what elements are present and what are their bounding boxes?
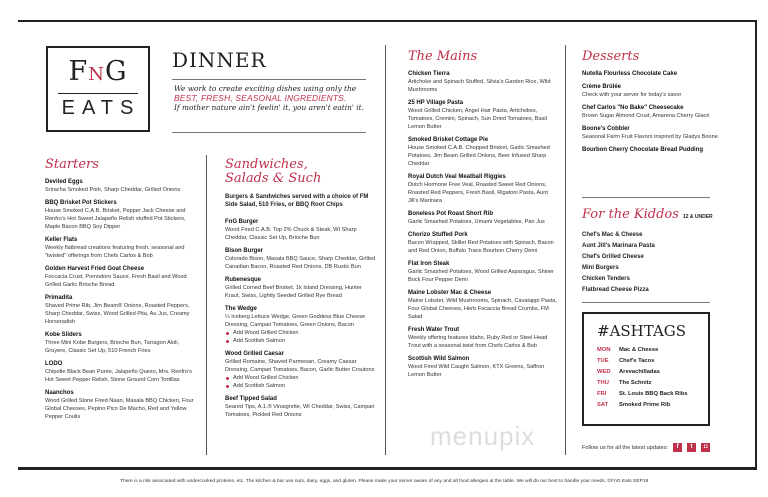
item-description: Colorado Bison, Masala BBQ Sauce, Sharp Cheddar, Grilled Canadian Bacon, Roasted Red Onions, DB Rustic Bun	[225, 256, 376, 270]
section-title: Desserts	[582, 49, 640, 64]
follow-us	[582, 443, 710, 452]
hashtag-row	[597, 345, 708, 356]
item-name: Bison Burger	[225, 248, 264, 254]
divider	[172, 79, 366, 80]
divider	[172, 132, 366, 133]
logo-eats: EATS	[61, 97, 141, 119]
starters-section	[45, 158, 197, 426]
hashtags-box	[582, 312, 710, 426]
menu-item	[225, 305, 377, 345]
kids-item: Flatbread Cheese Pizza	[582, 287, 649, 293]
section-title: Sandwiches,	[225, 157, 308, 172]
divider	[582, 302, 710, 303]
item-addon: Add Scottish Salmon	[225, 382, 377, 390]
menu-item	[225, 395, 377, 419]
item-name: Boneless Pot Roast Short Rib	[408, 211, 494, 217]
item-name: Keller Flats	[45, 237, 78, 243]
item-name: Primadita	[45, 295, 73, 301]
item-name: Flat Iron Steak	[408, 261, 450, 267]
item-description: House Smoked C.A.B. Brisket, Pepper Jack Cheese and Renfro's Hot Sweet Jalapeño Relish stuffed Pot Stickers, Maple Bacon BBQ Soy Dipper	[45, 208, 186, 230]
day-dish: Smoked Prime Rib	[619, 402, 671, 408]
menu-item	[45, 389, 197, 421]
menu-item	[408, 173, 558, 205]
age-note: 12 & UNDER	[682, 214, 713, 220]
column-divider	[385, 45, 386, 455]
menu-item	[408, 260, 558, 284]
hashtag-row	[597, 356, 708, 367]
item-description: Seared Tips, A.1.® Vinaigrette, WI Cheddar, Swiss, Campari Tomatoes, Pickled Red Onions	[225, 404, 375, 418]
item-name: Scottish Wild Salmon	[408, 356, 470, 362]
instagram-icon[interactable]: ◘	[701, 443, 710, 452]
item-name: Naanchos	[45, 390, 74, 396]
hashtags-title: #ASHTAGS	[597, 322, 687, 340]
menu-item	[225, 276, 377, 300]
item-description: ¼ Iceberg Lettuce Wedge, Green Goddess Blue Cheese Dressing, Campari Tomatoes, Green Onions, Bacon	[225, 314, 366, 328]
item-name: Bourbon Cherry Chocolate Bread Pudding	[582, 147, 704, 153]
menu-item	[408, 70, 558, 94]
item-description: Sriracha Smoked Pork, Sharp Cheddar, Grilled Onions	[45, 187, 181, 193]
item-description: Wood Fired C.A.B. Top 2% Chuck & Steak, WI Sharp Cheddar, Classic Set Up, Brioche Bun	[225, 227, 357, 241]
item-description: Wood Grilled Chicken, Angel Hair Pasta, Artichokes, Tomatoes, Cremini, Spinach, Sun Dried Tomatoes, Basil Lemon Butter	[408, 108, 547, 130]
item-name: 25 HP Village Pasta	[408, 100, 464, 106]
item-description: Wood Fired Wild Caught Salmon, KTX Greens, Saffron Lemon Butter	[408, 364, 545, 378]
hashtag-row	[597, 389, 708, 400]
day-label: MON	[597, 347, 611, 353]
item-description: House Smoked C.A.B. Chopped Brisket, Garlic Smashed Potatoes, Jim Beam Grilled Onions, Beer Infused Sharp Cheddar	[408, 145, 550, 167]
item-name: FnG Burger	[225, 219, 259, 225]
menu-item	[45, 236, 197, 260]
section-intro: Burgers & Sandwiches served with a choice of FM Side Salad, 510 Fries, or BBQ Root Chips	[225, 194, 369, 208]
section-title: Starters	[45, 157, 99, 172]
item-description: Garlic Smashed Potatoes, Umami Vegetables, Pan Jus	[408, 219, 545, 225]
day-dish: The Schnitz	[619, 380, 652, 386]
day-label: SAT	[597, 402, 609, 408]
item-name: Fresh Water Trout	[408, 327, 460, 333]
menu-item	[45, 360, 197, 384]
item-name: Smoked Brisket Cottage Pie	[408, 137, 489, 143]
section-title: For the Kiddos	[582, 207, 679, 222]
logo-letter: N	[88, 64, 105, 85]
day-dish: Mac & Cheese	[619, 347, 659, 353]
watermark: menupix	[430, 421, 536, 451]
day-label: WED	[597, 369, 611, 375]
tagline-line: If mother nature ain't feelin' it, you aren't eatin' it.	[174, 103, 364, 112]
item-name: LODO	[45, 361, 63, 367]
menu-item	[408, 136, 558, 168]
item-name: Wood Grilled Caesar	[225, 351, 284, 357]
item-name: The Wedge	[225, 306, 257, 312]
item-description: Wood Grilled Stone Fired Naan, Masala BBQ Chicken, Four Global Cheeses, Pepino Pico De Macho, Red and Yellow Pepper Coulis	[45, 398, 194, 420]
twitter-icon[interactable]: t	[687, 443, 696, 452]
item-name: BBQ Brisket Pot Stickers	[45, 200, 117, 206]
menu-item	[408, 231, 558, 255]
menu-item	[45, 265, 197, 289]
divider	[582, 197, 710, 198]
tagline-highlight: BEST, FRESH, SEASONAL INGREDIENTS.	[174, 92, 347, 103]
item-description: Maine Lobster, Wild Mushrooms, Spinach, Cavatappi Pasta, Four Global Cheeses, Herb Focaccia Bread Crumbs, FM Salad	[408, 298, 557, 320]
menu-item	[582, 83, 732, 99]
item-description: Seasonal Farm Fruit Flavors inspired by Gladys Boone	[582, 134, 718, 140]
item-description: Three Mini Kobe Burgers, Brioche Bun, Tarragon Aioli, Gruyere, Classic Set Up, 510 French Fries	[45, 340, 180, 354]
item-addon: Add Wood Grilled Chicken	[225, 329, 377, 337]
facebook-icon[interactable]: f	[673, 443, 682, 452]
item-description: Chipotle Black Bean Purée, Jalapeño Queso, Mrs. Renfro's Hot Sweet Pepper Relish, Stone Ground Corn Tortillas	[45, 369, 192, 383]
item-description: Grilled Romaine, Shaved Parmesan, Creamy Caesar Dressing, Campari Tomatoes, Bacon, Garlic Butter Croutons	[225, 359, 375, 373]
day-dish: Chef's Tacos	[619, 358, 655, 364]
item-name: Golden Harvest Fried Goat Cheese	[45, 266, 145, 272]
item-name: Deviled Eggs	[45, 179, 83, 185]
item-addon: Add Wood Grilled Chicken	[225, 374, 377, 382]
kids-item: Chef's Grilled Cheese	[582, 254, 644, 260]
sandwiches-section	[225, 158, 377, 424]
kids-item: Chicken Tenders	[582, 276, 630, 282]
item-description: Weekly offering features Idaho, Ruby Red or Steel Head Trout with a seasonal twist from Chefs Carlos & Bob	[408, 335, 548, 349]
day-label: THU	[597, 380, 609, 386]
item-name: Rubenesque	[225, 277, 262, 283]
item-description: Check with your server for today's savor	[582, 92, 682, 98]
column-divider	[206, 155, 207, 455]
menu-item	[408, 326, 558, 350]
menu-item	[408, 355, 558, 379]
menu-item	[582, 125, 732, 141]
menu-item	[45, 294, 197, 326]
item-name: Beef Tipped Salad	[225, 396, 277, 402]
item-description: Grilled Corned Beef Brisket, 1k Island Dressing, Hunter Kraut, Swiss, Lightly Seeded Grilled Rye Bread	[225, 285, 362, 299]
item-description: Foccacia Crust, Pomodoro Sauce, Fresh Basil and Wood Grilled Garlic Brioche Bread	[45, 274, 187, 288]
menu-item	[582, 70, 732, 78]
day-label: FRI	[597, 391, 607, 397]
menu-item	[582, 104, 732, 120]
item-description: Garlic Smashed Potatoes, Wood Grilled Asparagus, Shiner Bock Four Pepper Demi	[408, 269, 555, 283]
item-name: Maine Lobster Mac & Cheese	[408, 290, 492, 296]
page-title: DINNER	[172, 48, 267, 72]
kids-item: Mini Burgers	[582, 265, 619, 271]
section-title: Salads & Such	[225, 171, 322, 186]
item-addon: Add Scottish Salmon	[225, 337, 377, 345]
item-name: Royal Dutch Veal Meatball Riggies	[408, 174, 506, 180]
item-name: Boone's Cobbler	[582, 126, 630, 132]
logo-letter: G	[104, 56, 128, 87]
tagline-line: We work to create exciting dishes using only the	[174, 84, 357, 93]
desserts-section	[582, 50, 732, 159]
kids-item: Aunt Jill's Marinara Pasta	[582, 243, 655, 249]
menu-item	[582, 146, 732, 154]
section-title: The Mains	[408, 49, 478, 64]
menu-item	[225, 247, 377, 271]
menu-item	[408, 210, 558, 226]
follow-text: Follow us for all the latest updates:	[582, 444, 669, 451]
menu-item	[225, 218, 377, 242]
item-name: Chorizo Stuffed Pork	[408, 232, 468, 238]
menu-item	[45, 199, 197, 231]
kids-item: Chef's Mac & Cheese	[582, 232, 643, 238]
item-description: Weekly flatbread creations featuring fresh, seasonal and "twisted" offerings from Chefs Carlos & Bob	[45, 245, 185, 259]
item-description: Shaved Prime Rib, Jim Beam® Onions, Roasted Peppers, Sharp Cheddar, Swiss, Wood Grilled Pita, Au Jus, Creamy Horseradish	[45, 303, 190, 325]
item-name: Crème Brûlée	[582, 84, 622, 90]
kiddos-section	[582, 208, 732, 296]
day-label: TUE	[597, 358, 609, 364]
menu-item	[408, 289, 558, 321]
tagline	[174, 84, 364, 113]
hashtag-row	[597, 367, 708, 378]
item-description: Bacon Wrapped, Skillet Red Potatoes with Spinach, Bacon and Red Onion, Buffalo Trace Bourbon Cherry Demi	[408, 240, 554, 254]
item-name: Chicken Tierra	[408, 71, 450, 77]
item-description: Dutch Hormone Free Veal, Roasted Sweet Red Onions, Roasted Red Peppers, Fresh Basil, Rigatoni Pasta, Aunt Jill's Marinara	[408, 182, 548, 204]
hashtag-row	[597, 378, 708, 389]
column-divider	[565, 45, 566, 455]
mains-section	[408, 50, 558, 384]
item-description: Artichoke and Spinach Stuffed, Silvia's Garden Rice, Wild Mushrooms	[408, 79, 551, 93]
logo	[46, 46, 150, 132]
logo-letter: F	[68, 56, 89, 87]
item-description: Brown Sugar Almond Crust, Amarena Cherry Glacé	[582, 113, 710, 119]
item-name: Chef Carlos "No Bake" Cheesecake	[582, 105, 684, 111]
menu-item	[45, 178, 197, 194]
menu-item	[225, 350, 377, 390]
menu-item	[408, 99, 558, 131]
allergy-disclaimer: There is a risk associated with undercooked proteins, etc. The kitchen & bar use nuts, dairy, eggs, and gluten. Please make your server aware of any and all food allergies at the table. We will do our best to handle your needs. ©FnG Eats SEP18	[120, 479, 649, 484]
hashtag-row	[597, 400, 708, 411]
menu-item	[45, 331, 197, 355]
item-name: Kobe Sliders	[45, 332, 82, 338]
day-dish: Arevachilladas	[619, 369, 660, 375]
item-name: Nutella Flourless Chocolate Cake	[582, 71, 678, 77]
day-dish: St. Louis BBQ Back Ribs	[619, 391, 688, 397]
